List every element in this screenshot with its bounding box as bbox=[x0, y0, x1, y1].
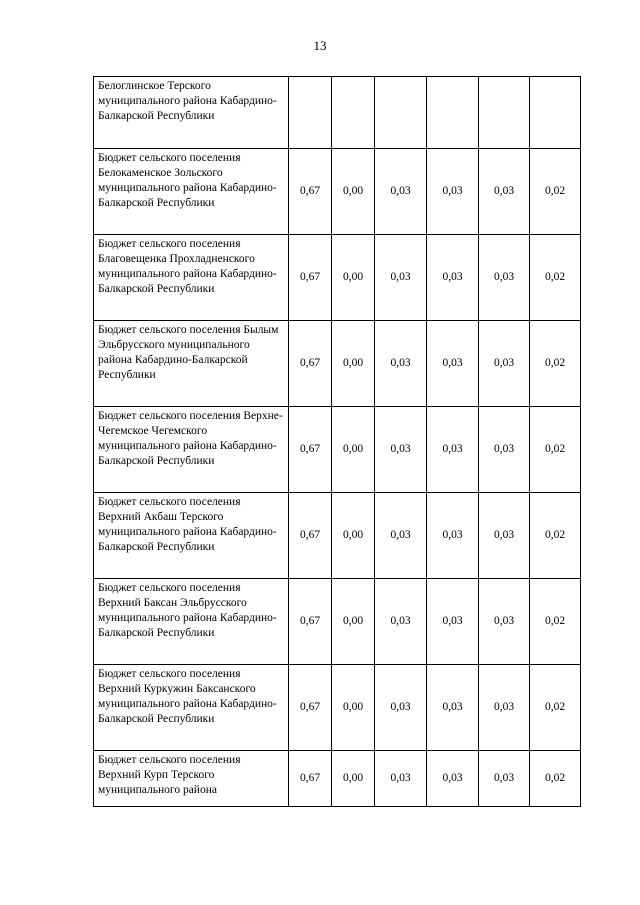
value-cell: 0,03 bbox=[479, 493, 530, 579]
value-cell: 0,67 bbox=[289, 149, 332, 235]
value-cell: 0,03 bbox=[375, 579, 427, 665]
value-cell bbox=[332, 77, 375, 149]
value-cell: 0,03 bbox=[479, 235, 530, 321]
settlement-name-cell: Бюджет сельского поселения Былым Эльбрусского муниципального района Кабардино-Балкарской Республики bbox=[94, 321, 289, 407]
table-row bbox=[94, 407, 581, 493]
value-cell: 0,03 bbox=[427, 579, 479, 665]
value-cell: 0,03 bbox=[375, 493, 427, 579]
settlement-name-cell: Бюджет сельского поселения Верхний Куркужин Баксанского муниципального района Кабардино-Балкарской Республики bbox=[94, 665, 289, 751]
page-number: 13 bbox=[313, 38, 327, 53]
value-cell: 0,02 bbox=[530, 751, 581, 807]
settlement-name-cell: Белоглинское Терского муниципального района Кабардино-Балкарской Республики bbox=[94, 77, 289, 149]
value-cell: 0,03 bbox=[479, 407, 530, 493]
value-cell bbox=[375, 77, 427, 149]
value-cell: 0,03 bbox=[479, 149, 530, 235]
value-cell: 0,03 bbox=[375, 321, 427, 407]
value-cell bbox=[289, 77, 332, 149]
table-row bbox=[94, 579, 581, 665]
value-cell: 0,00 bbox=[332, 751, 375, 807]
value-cell: 0,67 bbox=[289, 579, 332, 665]
value-cell: 0,02 bbox=[530, 493, 581, 579]
table-row bbox=[94, 321, 581, 407]
value-cell: 0,00 bbox=[332, 579, 375, 665]
table-row bbox=[94, 149, 581, 235]
value-cell: 0,67 bbox=[289, 321, 332, 407]
value-cell: 0,00 bbox=[332, 407, 375, 493]
settlement-name-cell: Бюджет сельского поселения Благовещенка Прохладненского муниципального района Кабардино-Балкарской Республики bbox=[94, 235, 289, 321]
value-cell: 0,02 bbox=[530, 665, 581, 751]
value-cell: 0,03 bbox=[375, 665, 427, 751]
value-cell: 0,00 bbox=[332, 321, 375, 407]
value-cell: 0,03 bbox=[427, 321, 479, 407]
value-cell: 0,02 bbox=[530, 321, 581, 407]
value-cell: 0,02 bbox=[530, 235, 581, 321]
value-cell: 0,03 bbox=[427, 751, 479, 807]
value-cell: 0,00 bbox=[332, 493, 375, 579]
value-cell: 0,67 bbox=[289, 665, 332, 751]
value-cell: 0,02 bbox=[530, 149, 581, 235]
value-cell bbox=[530, 77, 581, 149]
settlement-name-cell: Бюджет сельского поселения Белокаменское Зольского муниципального района Кабардино-Балкарской Республики bbox=[94, 149, 289, 235]
value-cell: 0,03 bbox=[375, 751, 427, 807]
value-cell: 0,03 bbox=[479, 751, 530, 807]
value-cell: 0,03 bbox=[427, 665, 479, 751]
value-cell: 0,03 bbox=[375, 407, 427, 493]
value-cell: 0,67 bbox=[289, 493, 332, 579]
table-row bbox=[94, 77, 581, 149]
value-cell: 0,03 bbox=[479, 579, 530, 665]
value-cell: 0,03 bbox=[427, 149, 479, 235]
value-cell: 0,03 bbox=[375, 149, 427, 235]
budget-table bbox=[93, 76, 581, 807]
settlement-name-cell: Бюджет сельского поселения Верхний Баксан Эльбрусского муниципального района Кабардино-Балкарской Республики bbox=[94, 579, 289, 665]
value-cell: 0,67 bbox=[289, 235, 332, 321]
value-cell: 0,03 bbox=[427, 235, 479, 321]
settlement-name-cell: Бюджет сельского поселения Верхний Акбаш Терского муниципального района Кабардино-Балкарской Республики bbox=[94, 493, 289, 579]
value-cell: 0,03 bbox=[479, 321, 530, 407]
value-cell: 0,03 bbox=[427, 493, 479, 579]
value-cell: 0,02 bbox=[530, 579, 581, 665]
value-cell bbox=[427, 77, 479, 149]
value-cell: 0,67 bbox=[289, 751, 332, 807]
table-row bbox=[94, 665, 581, 751]
value-cell bbox=[479, 77, 530, 149]
value-cell: 0,00 bbox=[332, 665, 375, 751]
settlement-name-cell: Бюджет сельского поселения Верхний Курп Терского муниципального района bbox=[94, 751, 289, 807]
settlement-name-cell: Бюджет сельского поселения Верхне-Чегемское Чегемского муниципального района Кабардино-Балкарской Республики bbox=[94, 407, 289, 493]
value-cell: 0,00 bbox=[332, 235, 375, 321]
table-row bbox=[94, 493, 581, 579]
value-cell: 0,67 bbox=[289, 407, 332, 493]
value-cell: 0,03 bbox=[375, 235, 427, 321]
table-row bbox=[94, 751, 581, 807]
value-cell: 0,03 bbox=[479, 665, 530, 751]
value-cell: 0,03 bbox=[427, 407, 479, 493]
value-cell: 0,00 bbox=[332, 149, 375, 235]
table-row bbox=[94, 235, 581, 321]
value-cell: 0,02 bbox=[530, 407, 581, 493]
